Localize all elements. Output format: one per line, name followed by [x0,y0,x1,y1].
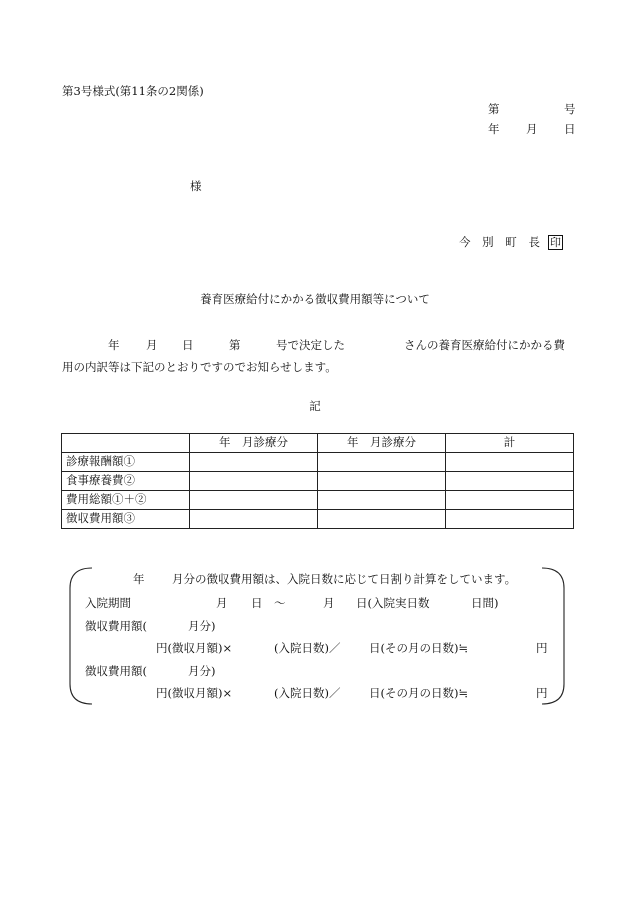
table-header-cell: 年 月診療分 [318,434,446,453]
row-label: 診療報酬額① [62,453,190,472]
body-no-prefix: 第 [229,338,241,352]
table-cell [190,491,318,510]
calc-1-hosp-days: (入院日数)／ [274,641,341,655]
left-bracket [70,568,92,704]
table-cell [318,453,446,472]
table-cell [446,491,574,510]
date-month: 月 [526,122,538,136]
ki-heading: 記 [309,399,321,413]
body-subject: さんの養育医療給付にかかる費 [404,338,565,352]
calc-2-label: 徴収費用額( [85,664,147,678]
calc-2-hosp-days: (入院日数)／ [274,686,341,700]
table-header-cell: 計 [446,434,574,453]
body-year: 年 [108,338,120,352]
body-line-2: 用の内訳等は下記のとおりですのでお知らせします。 [62,360,337,374]
doc-number-prefix: 第 [488,102,500,116]
calc-1-yen: 円 [536,641,548,655]
table-row [62,510,574,529]
table-cell [446,510,574,529]
addressee-honorific: 様 [190,179,202,193]
table-cell [190,453,318,472]
calc-2-yen: 円 [536,686,548,700]
table-cell [446,453,574,472]
row-label: 食事療養費② [62,472,190,491]
body-day: 日 [182,338,194,352]
table-cell [318,472,446,491]
calc-1-month-suffix: 月分) [188,619,216,633]
fee-table [61,433,574,529]
date-year: 年 [488,122,500,136]
doc-number-suffix: 号 [564,102,576,116]
table-cell [318,510,446,529]
form-number: 第3号様式(第11条の2関係) [62,84,204,98]
table-header-cell: 年 月診療分 [190,434,318,453]
table-header-row [62,434,574,453]
table-row [62,472,574,491]
document-title: 養育医療給付にかかる徴収費用額等について [200,292,430,306]
note-intro-year: 年 [133,572,145,586]
table-row [62,453,574,472]
table-cell [190,472,318,491]
calc-2-yen-monthly: 円(徴収月額)× [156,686,233,700]
period-day-1: 日 [251,596,263,610]
seal-mark: 印 [549,236,561,249]
period-tilde: 〜 [274,596,286,610]
table-row [62,491,574,510]
calc-1-month-days: 日(その月の日数)≒ [369,641,469,655]
period-day-2: 日(入院実日数 [356,596,430,610]
row-label: 費用総額①＋② [62,491,190,510]
body-month: 月 [146,338,158,352]
row-label: 徴収費用額③ [62,510,190,529]
note-bracket [64,566,570,706]
period-days-suffix: 日間) [471,596,499,610]
table-header-cell [62,434,190,453]
table-cell [190,510,318,529]
calc-2-month-days: 日(その月の日数)≒ [369,686,469,700]
right-bracket [542,568,564,704]
table-cell [446,472,574,491]
period-label: 入院期間 [85,596,131,610]
calc-1-yen-monthly: 円(徴収月額)× [156,641,233,655]
issuer [459,235,563,250]
body-no-suffix: 号で決定した [276,338,345,352]
calc-1-label: 徴収費用額( [85,619,147,633]
table-cell [318,491,446,510]
date-day: 日 [564,122,576,136]
note-intro-text: 月分の徴収費用額は、入院日数に応じて日割り計算をしています。 [172,572,517,586]
period-month-2: 月 [323,596,335,610]
issuer-name: 今 別 町 長 [459,235,544,249]
period-month-1: 月 [216,596,228,610]
calc-2-month-suffix: 月分) [188,664,216,678]
